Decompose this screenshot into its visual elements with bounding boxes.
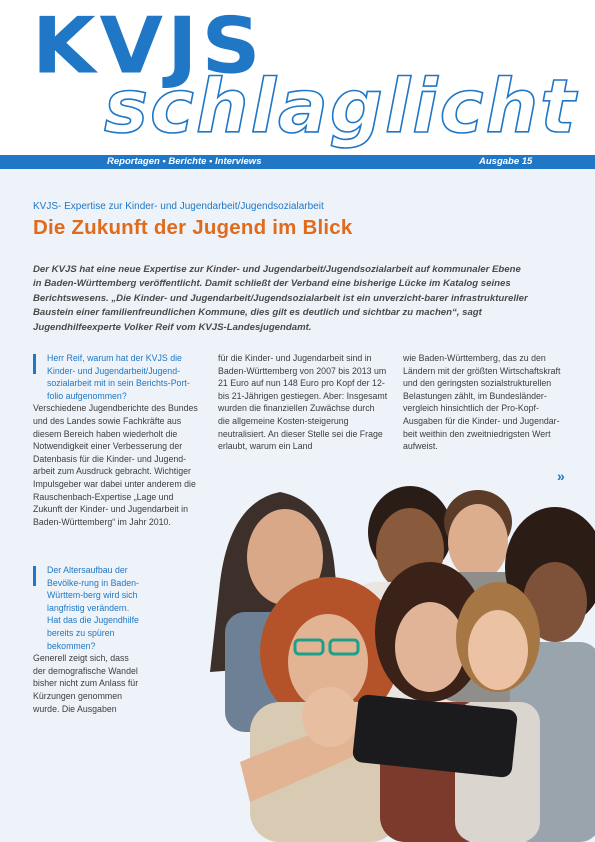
- answer-2-text: Generell zeigt sich, dass der demografische Wandel bisher nicht zum Anlass für Kürzungen genommen wurde. Die Ausgaben: [33, 653, 139, 714]
- logo-schlaglicht: schlaglicht: [104, 64, 578, 150]
- question-2-text: Der Altersaufbau der Bevölke-rung in Baden-Württem-berg wird sich langfristig verändern. Hat das die Jugendhilfe bereits zu spüren bekommen?: [47, 565, 139, 651]
- masthead-ribbon: [0, 155, 595, 169]
- question-marker: [33, 354, 36, 374]
- logo-kvjs: KVJS: [32, 1, 265, 92]
- article-headline: Die Zukunft der Jugend im Blick: [33, 216, 353, 239]
- question-marker: [33, 566, 36, 586]
- article-kicker: KVJS- Expertise zur Kinder- und Jugendarbeit/Jugendsozialarbeit: [33, 201, 324, 212]
- continue-icon: »: [557, 468, 565, 484]
- column-2: [218, 352, 388, 453]
- issue-number: Ausgabe 15: [479, 156, 533, 167]
- column-2-text: für die Kinder- und Jugendarbeit sind in Baden-Württemberg von 2007 bis 2013 um 21 Euro auf nun 148 Euro pro Kopf der 12- bis 21-Jährigen gestiegen. Aber: Insgesamt wurden die finanziellen Zuwächse durch die allgemeine Kosten-steigerung neutralisiert. An dieser Stelle sei die Frage erlaubt, warum ein Land: [218, 353, 388, 452]
- group-selfie-photo: [100, 462, 595, 842]
- answer-1-text: Verschiedene Jugendberichte des Bundes und des Landes sowie Fachkräfte aus diesem Bereich haben wiederholt die Notwendigkeit einer Verbesserung der Datenbasis für die Kinder- und Jugend-arbeit zum Ausdruck gebracht. Wichtiger Impulsgeber war dabei unter anderem die Rauschenbach-Expertise „Lage und Zukunft der Kinder- und Jugendarbeit in Baden-Württemberg“ im Jahr 2010.: [33, 403, 198, 527]
- article-lead: Der KVJS hat eine neue Expertise zur Kinder- und Jugendarbeit/Jugendsozialarbeit auf kommunaler Ebene in Baden-Württemberg veröffentlicht. Damit schließt der Verband eine bisherige Lücke im Katalog seines Berichtswesens. „Die Kinder- und Jugendarbeit/Jugendsozialarbeit ist ein unverzicht-barer infrastruktureller Baustein einer familienfreundlichen Kommune, dies gilt es deutlich und sichtbar zu machen“, sagt Jugendhilfeexperte Volker Reif vom KVJS-Landesjugendamt.: [33, 264, 528, 333]
- ribbon-tagline: Reportagen • Berichte • Interviews: [107, 156, 262, 167]
- question-1-text: Herr Reif, warum hat der KVJS die Kinder- und Jugendarbeit/Jugend-sozialarbeit mit in sein Berichts-Port-folio aufgenommen?: [47, 353, 190, 401]
- interview-question-1: [33, 352, 205, 402]
- column-3-text: wie Baden-Württemberg, das zu den Ländern mit der größten Wirtschaftskraft und den geringsten sozialstrukturellen Belastungen zählt, im Bundesländer-vergleich hinsichtlich der Pro-Kopf-Ausgaben für die Kinder- und Jugendar-beit weithin den zweitniedrigsten Wert aufweist.: [403, 353, 561, 452]
- column-3: [403, 352, 573, 453]
- masthead: [0, 0, 595, 155]
